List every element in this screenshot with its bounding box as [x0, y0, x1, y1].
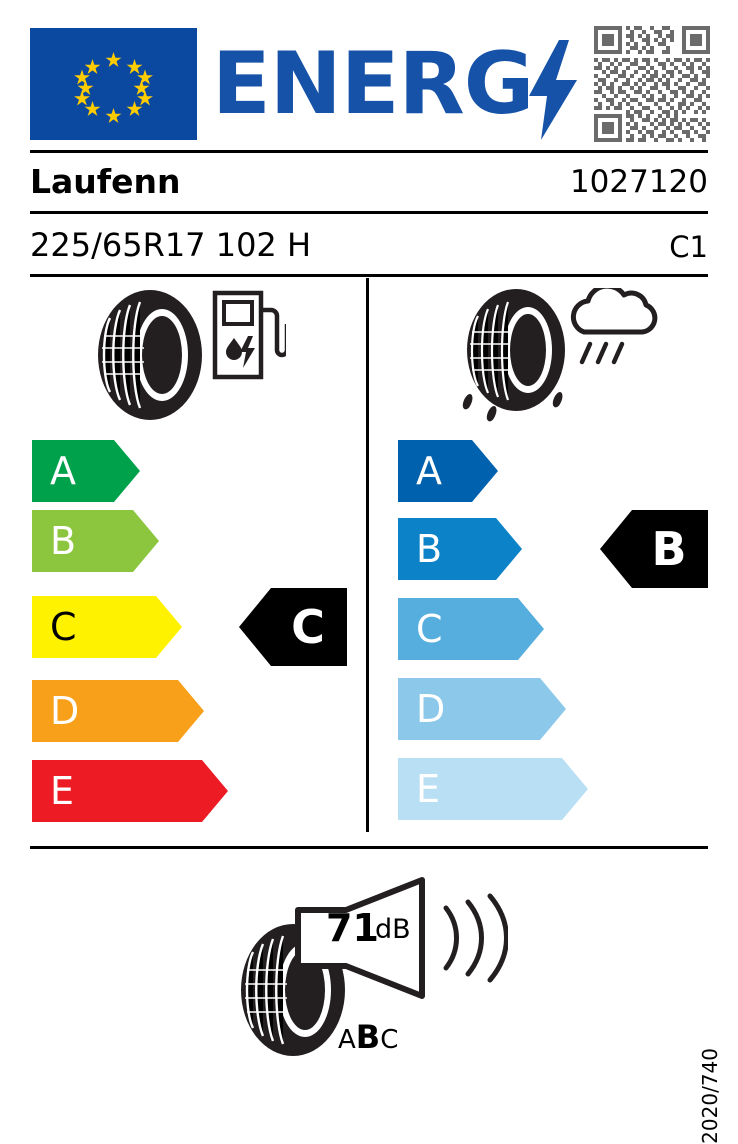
divider-brand [30, 211, 708, 214]
fuel-grade-row [32, 680, 204, 742]
noise-unit: dB [375, 914, 411, 945]
fuel-grade-label-e: E [50, 769, 75, 813]
lightning-bolt-icon [529, 40, 577, 140]
tyre-icon-fuel [96, 288, 204, 422]
tyre-size-designation: 225/65R17 102 H [30, 226, 312, 264]
noise-class-b: B [355, 1018, 381, 1056]
fuel-rating-callout [239, 588, 347, 666]
wet-grade-label-e: E [416, 767, 441, 811]
wet-grade-label-c: C [416, 607, 443, 651]
regulation-reference: 2020/740 [698, 1048, 722, 1144]
noise-class-a: A [338, 1025, 356, 1055]
fuel-grade-label-c: C [50, 605, 77, 649]
fuel-rating-letter: C [291, 600, 325, 654]
eu-flag-icon [30, 28, 197, 140]
divider-noise [30, 846, 708, 849]
wet-grade-row [398, 758, 588, 820]
divider-vertical [366, 278, 369, 832]
wet-grade-row [398, 598, 544, 660]
wet-grade-row [398, 440, 498, 502]
fuel-grade-label-d: D [50, 689, 80, 733]
noise-value: 71 [326, 906, 379, 950]
qr-code-icon [594, 26, 710, 142]
fuel-pump-icon [212, 290, 286, 380]
rain-cloud-icon [564, 288, 660, 370]
divider-size [30, 274, 708, 277]
tyre-class: C1 [669, 230, 708, 264]
wet-rating-letter: B [651, 522, 687, 576]
noise-class-c: C [380, 1025, 399, 1055]
sound-waves-icon [438, 892, 508, 984]
fuel-grade-row [32, 760, 228, 822]
wet-grade-label-a: A [416, 449, 442, 493]
divider-header [30, 150, 708, 153]
wet-grade-row [398, 678, 566, 740]
tyre-icon-wet [450, 288, 576, 426]
wet-grade-label-b: B [416, 527, 443, 571]
fuel-grade-label-b: B [50, 519, 77, 563]
wet-grade-row [398, 518, 522, 580]
wet-grade-label-d: D [416, 687, 446, 731]
fuel-grade-row [32, 596, 182, 658]
supplier-brand: Laufenn [30, 162, 181, 201]
noise-class-scale [338, 1018, 398, 1056]
energ-title: ENERG [212, 34, 534, 134]
fuel-grade-label-a: A [50, 449, 76, 493]
noise-section [232, 876, 512, 1062]
fuel-grade-row [32, 510, 159, 572]
wet-rating-callout [600, 510, 708, 588]
supplier-model-id: 1027120 [569, 164, 708, 200]
fuel-grade-row [32, 440, 140, 502]
